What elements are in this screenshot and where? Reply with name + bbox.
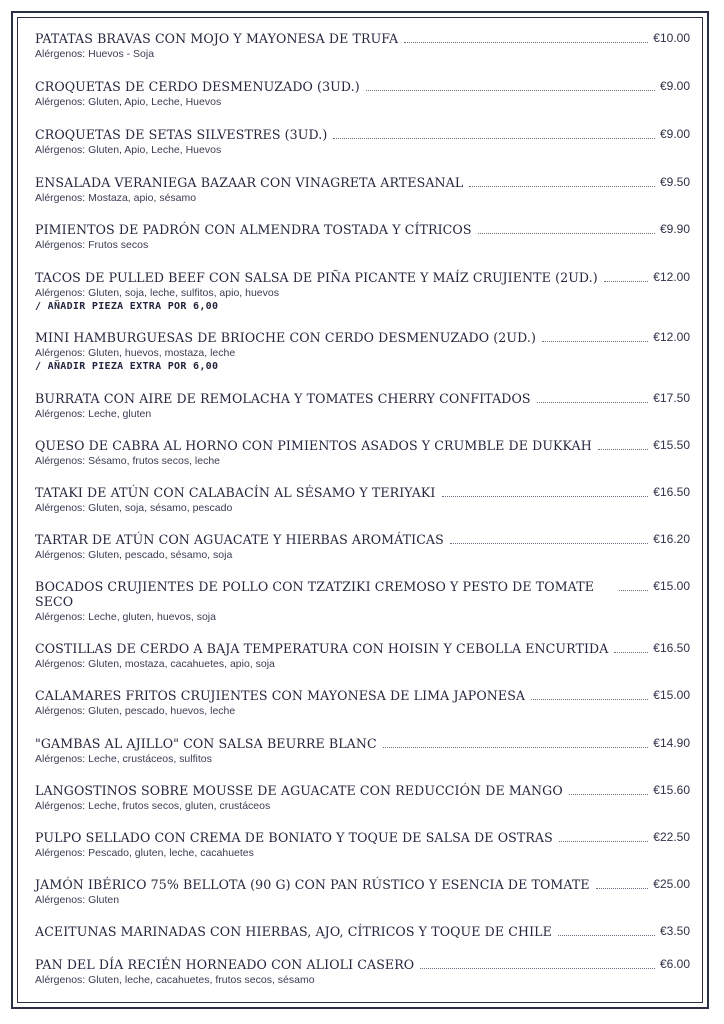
dot-leader xyxy=(619,590,648,591)
menu-item xyxy=(35,175,690,205)
menu-item xyxy=(35,579,690,624)
item-name: PATATAS BRAVAS CON MOJO Y MAYONESA DE TRUFA xyxy=(35,31,399,46)
item-allergens: Alérgenos: Leche, frutos secos, gluten, crustáceos xyxy=(35,800,271,812)
item-name: TATAKI DE ATÚN CON CALABACÍN AL SÉSAMO Y TERIYAKI xyxy=(35,485,436,500)
menu-item xyxy=(35,532,690,562)
item-price: €16.50 xyxy=(653,641,690,655)
item-price: €15.50 xyxy=(653,438,690,452)
item-price: €15.00 xyxy=(653,688,690,702)
item-allergens: Alérgenos: Gluten, mostaza, cacahuetes, apio, soja xyxy=(35,658,275,670)
dot-leader xyxy=(469,186,655,187)
item-price: €17.50 xyxy=(653,391,690,405)
menu-item xyxy=(35,736,690,766)
item-name: COSTILLAS DE CERDO A BAJA TEMPERATURA CON HOISIN Y CEBOLLA ENCURTIDA xyxy=(35,641,609,656)
item-allergens: Alérgenos: Leche, gluten xyxy=(35,408,152,420)
dot-leader xyxy=(366,90,655,91)
item-price: €10.00 xyxy=(653,31,690,45)
item-allergens: Alérgenos: Pescado, gluten, leche, cacahuetes xyxy=(35,847,254,859)
item-allergens: Alérgenos: Leche, crustáceos, sulfitos xyxy=(35,753,212,765)
item-name: LANGOSTINOS SOBRE MOUSSE DE AGUACATE CON REDUCCIÓN DE MANGO xyxy=(35,783,563,798)
dot-leader xyxy=(478,233,655,234)
item-price: €14.90 xyxy=(653,736,690,750)
menu-item xyxy=(35,438,690,468)
item-name: PIMIENTOS DE PADRÓN CON ALMENDRA TOSTADA Y CÍTRICOS xyxy=(35,222,472,237)
item-allergens: Alérgenos: Huevos - Soja xyxy=(35,48,155,60)
item-name: BOCADOS CRUJIENTES DE POLLO CON TZATZIKI CREMOSO Y PESTO DE TOMATE SECO xyxy=(35,579,594,609)
item-price: €9.90 xyxy=(659,222,690,236)
dot-leader xyxy=(569,794,649,795)
item-allergens: Alérgenos: Frutos secos xyxy=(35,239,149,251)
item-price: €15.00 xyxy=(653,579,690,593)
dot-leader xyxy=(420,968,655,969)
item-price: €9.00 xyxy=(659,79,690,93)
menu-item xyxy=(35,330,690,373)
menu-item xyxy=(35,79,690,109)
dot-leader xyxy=(614,652,648,653)
item-allergens: Alérgenos: Gluten xyxy=(35,894,120,906)
dot-leader xyxy=(596,888,649,889)
dot-leader xyxy=(604,281,649,282)
item-price: €12.00 xyxy=(653,270,690,284)
menu-item xyxy=(35,830,690,860)
item-price: €6.00 xyxy=(659,957,690,971)
item-allergens: Alérgenos: Gluten, Apio, Leche, Huevos xyxy=(35,144,222,156)
item-price: €16.20 xyxy=(653,532,690,546)
item-allergens: Alérgenos: Gluten, pescado, sésamo, soja xyxy=(35,549,233,561)
item-name: TARTAR DE ATÚN CON AGUACATE Y HIERBAS AROMÁTICAS xyxy=(35,532,444,547)
item-allergens: Alérgenos: Mostaza, apio, sésamo xyxy=(35,192,197,204)
menu-item xyxy=(35,485,690,515)
dot-leader xyxy=(531,699,648,700)
item-allergens: Alérgenos: Gluten, leche, cacahuetes, frutos secos, sésamo xyxy=(35,974,315,986)
item-price: €9.50 xyxy=(659,175,690,189)
dot-leader xyxy=(559,841,648,842)
dot-leader xyxy=(333,138,655,139)
item-allergens: Alérgenos: Gluten, Apio, Leche, Huevos xyxy=(35,96,222,108)
item-name: JAMÓN IBÉRICO 75% BELLOTA (90 G) CON PAN RÚSTICO Y ESENCIA DE TOMATE xyxy=(35,877,590,892)
item-price: €22.50 xyxy=(653,830,690,844)
item-name: MINI HAMBURGUESAS DE BRIOCHE CON CERDO DESMENUZADO (2UD.) xyxy=(35,330,536,345)
menu-item xyxy=(35,924,690,939)
item-name: CALAMARES FRITOS CRUJIENTES CON MAYONESA DE LIMA JAPONESA xyxy=(35,688,526,703)
dot-leader xyxy=(558,935,655,936)
item-name: ACEITUNAS MARINADAS CON HIERBAS, AJO, CÍTRICOS Y TOQUE DE CHILE xyxy=(35,924,552,939)
menu-item xyxy=(35,688,690,718)
menu-item xyxy=(35,783,690,813)
item-name: PAN DEL DÍA RECIÉN HORNEADO CON ALIOLI CASERO xyxy=(35,957,415,972)
dot-leader xyxy=(404,42,648,43)
dot-leader xyxy=(537,402,649,403)
menu-item xyxy=(35,222,690,252)
menu-item xyxy=(35,31,690,61)
item-price: €16.50 xyxy=(653,485,690,499)
item-price: €9.00 xyxy=(659,127,690,141)
dot-leader xyxy=(383,747,649,748)
menu-item xyxy=(35,391,690,421)
dot-leader xyxy=(542,341,648,342)
item-allergens: Alérgenos: Sésamo, frutos secos, leche xyxy=(35,455,221,467)
item-name: BURRATA CON AIRE DE REMOLACHA Y TOMATES CHERRY CONFITADOS xyxy=(35,391,531,406)
item-extra-note: / AÑADIR PIEZA EXTRA POR 6,00 xyxy=(35,301,219,312)
item-name: PULPO SELLADO CON CREMA DE BONIATO Y TOQUE DE SALSA DE OSTRAS xyxy=(35,830,553,845)
item-name: TACOS DE PULLED BEEF CON SALSA DE PIÑA PICANTE Y MAÍZ CRUJIENTE (2UD.) xyxy=(35,270,598,285)
item-extra-note: / AÑADIR PIEZA EXTRA POR 6,00 xyxy=(35,361,219,372)
menu-item xyxy=(35,127,690,157)
item-name: CROQUETAS DE CERDO DESMENUZADO (3UD.) xyxy=(35,79,360,94)
menu-item xyxy=(35,957,690,987)
menu-item xyxy=(35,641,690,671)
item-allergens: Alérgenos: Gluten, huevos, mostaza, leche xyxy=(35,347,236,359)
item-name: "GAMBAS AL AJILLO" CON SALSA BEURRE BLANC xyxy=(35,736,377,751)
item-allergens: Alérgenos: Gluten, soja, leche, sulfitos, apio, huevos xyxy=(35,287,279,299)
dot-leader xyxy=(450,543,648,544)
dot-leader xyxy=(442,496,649,497)
dot-leader xyxy=(598,449,648,450)
item-price: €3.50 xyxy=(659,924,690,938)
item-name: ENSALADA VERANIEGA BAZAAR CON VINAGRETA ARTESANAL xyxy=(35,175,464,190)
item-allergens: Alérgenos: Gluten, pescado, huevos, leche xyxy=(35,705,236,717)
item-name: QUESO DE CABRA AL HORNO CON PIMIENTOS ASADOS Y CRUMBLE DE DUKKAH xyxy=(35,438,592,453)
menu-item xyxy=(35,877,690,907)
menu-item xyxy=(35,270,690,313)
item-price: €15.60 xyxy=(653,783,690,797)
item-allergens: Alérgenos: Gluten, soja, sésamo, pescado xyxy=(35,502,233,514)
item-price: €12.00 xyxy=(653,330,690,344)
item-name: CROQUETAS DE SETAS SILVESTRES (3UD.) xyxy=(35,127,328,142)
item-price: €25.00 xyxy=(653,877,690,891)
item-allergens: Alérgenos: Leche, gluten, huevos, soja xyxy=(35,611,216,623)
